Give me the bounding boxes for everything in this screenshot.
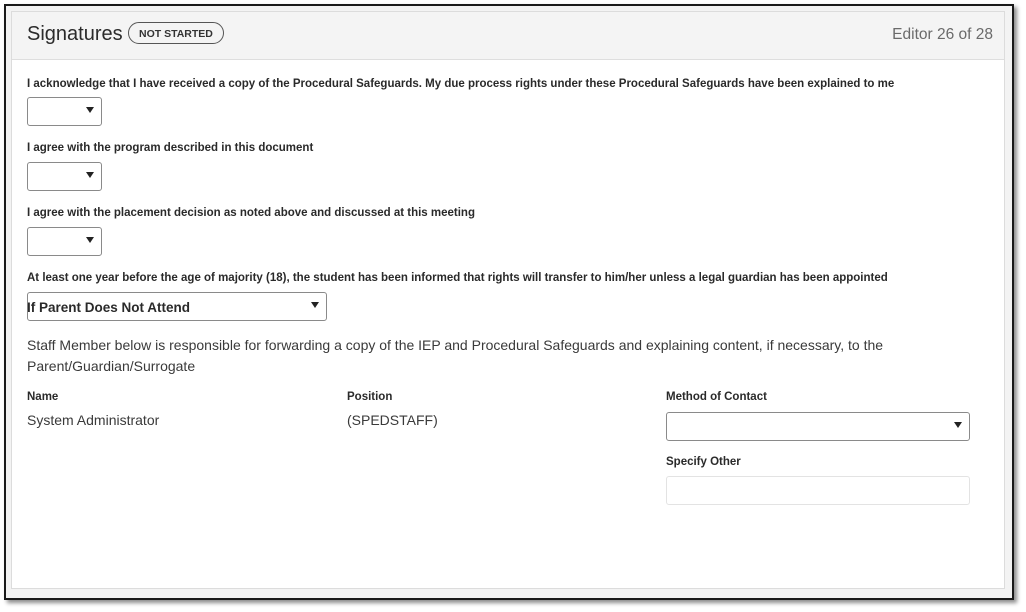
page-title: Signatures (27, 23, 123, 45)
specify-other-input[interactable] (666, 476, 970, 505)
parent-section-description: Staff Member below is responsible for forwarding a copy of the IEP and Procedural Safeguards and explaining content, if necessary, to the Parent/Guardian/Surrogate (27, 337, 884, 374)
placement-agree-select[interactable] (27, 227, 102, 256)
section-heading-parent: If Parent Does Not Attend (27, 300, 191, 315)
status-badge: NOT STARTED (128, 22, 224, 44)
question-label-majority: At least one year before the age of majority (18), the student has been informed that rights will transfer to him/her unless a legal guardian has been appointed (27, 272, 888, 284)
screenshot-frame (4, 4, 1014, 600)
name-value: System Administrator (27, 412, 160, 428)
safeguards-select[interactable] (27, 97, 102, 126)
name-label: Name (27, 391, 59, 403)
chevron-down-icon (86, 107, 94, 113)
panel-header (12, 12, 1004, 60)
signatures-panel (11, 11, 1005, 589)
chevron-down-icon (86, 237, 94, 243)
question-label-program: I agree with the program described in this document (27, 142, 314, 154)
position-label: Position (347, 391, 393, 403)
program-agree-select[interactable] (27, 162, 102, 191)
method-of-contact-select[interactable] (666, 412, 970, 441)
method-of-contact-label: Method of Contact (666, 391, 767, 403)
specify-other-label: Specify Other (666, 456, 741, 468)
chevron-down-icon (86, 172, 94, 178)
question-label-placement: I agree with the placement decision as noted above and discussed at this meeting (27, 207, 475, 219)
editor-count: Editor 26 of 28 (892, 26, 993, 43)
position-value: (SPEDSTAFF) (347, 412, 438, 428)
question-label-safeguards: I acknowledge that I have received a copy of the Procedural Safeguards. My due process rights under these Procedural Safeguards have been explained to me (27, 78, 895, 90)
chevron-down-icon (954, 422, 962, 428)
chevron-down-icon (311, 302, 319, 308)
